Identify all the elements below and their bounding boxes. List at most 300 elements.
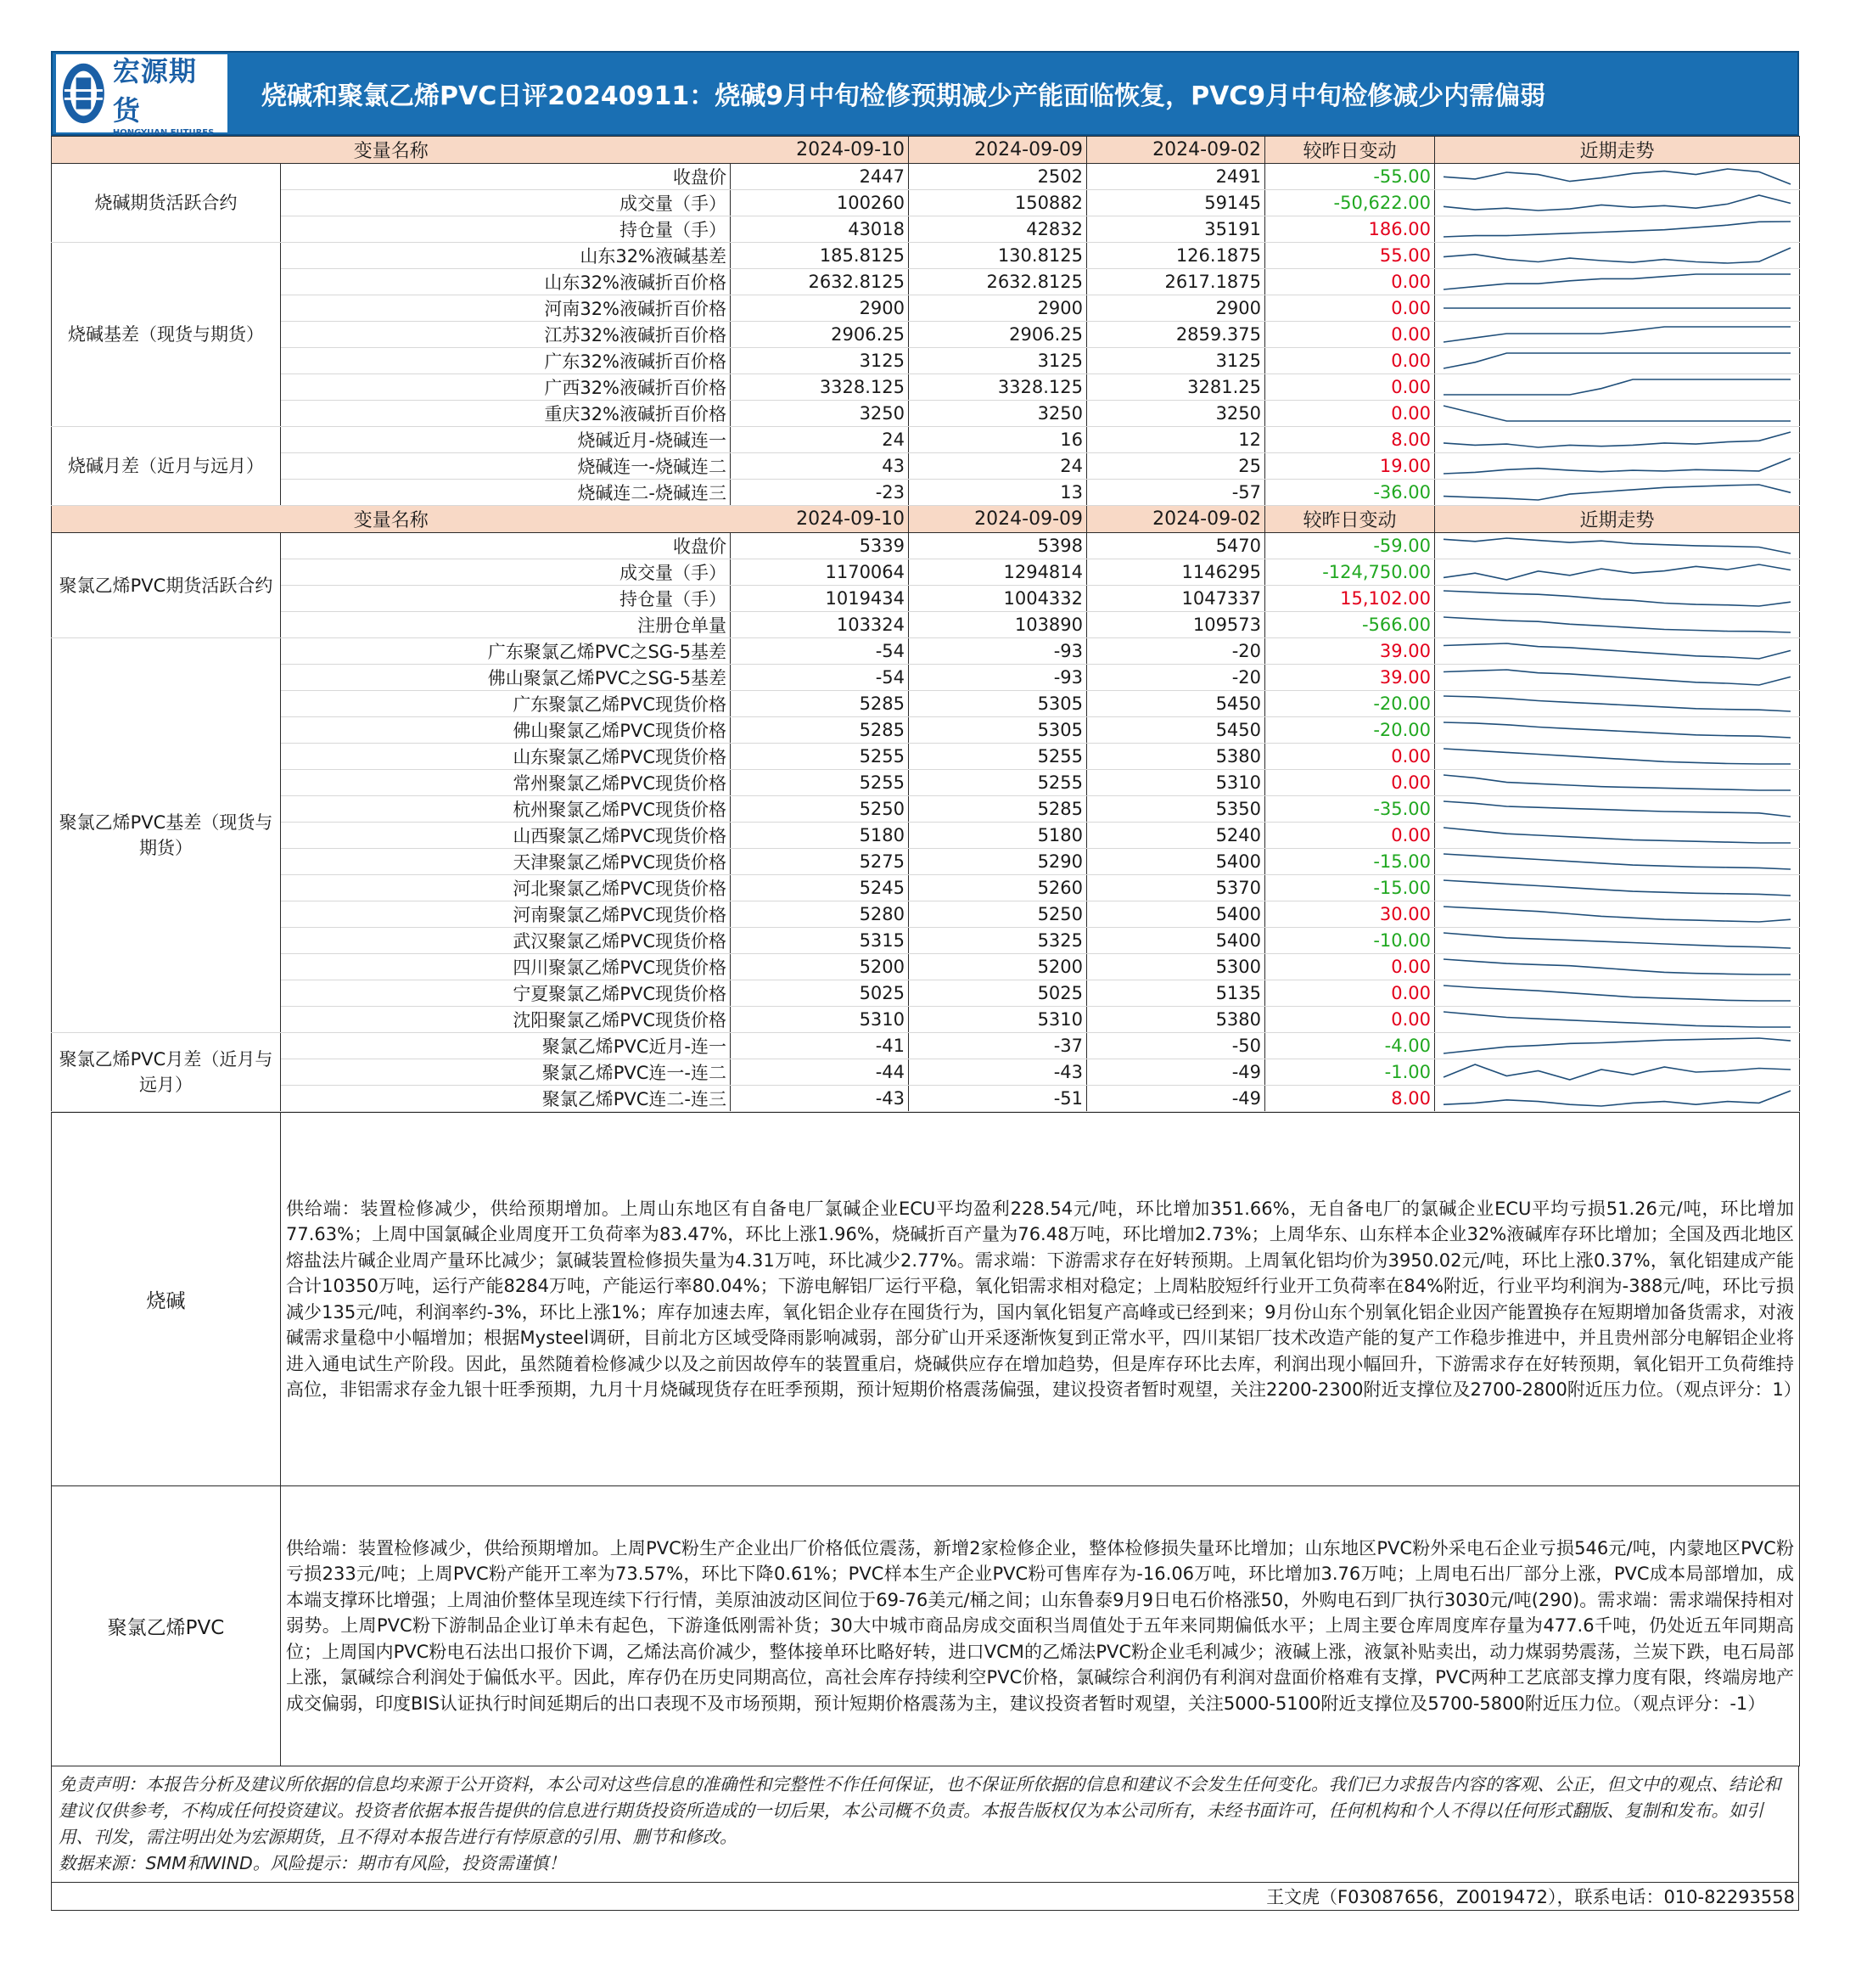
value-date1: 5200: [731, 954, 909, 980]
value-date2: 1294814: [909, 559, 1087, 586]
value-date2: 3328.125: [909, 374, 1087, 401]
value-date3: 2617.1875: [1087, 269, 1265, 295]
value-date1: 5315: [731, 928, 909, 954]
trend-cell: [1435, 954, 1800, 980]
value-date1: -54: [731, 638, 909, 665]
sparkline-chart: [1438, 218, 1796, 240]
value-date1: 2447: [731, 164, 909, 190]
table-row: [52, 190, 1800, 216]
logo-english-name: HONGYUAN FUTURES: [112, 127, 215, 138]
sparkline-line: [1444, 854, 1791, 869]
sparkline-chart: [1438, 1008, 1796, 1031]
trend-cell: [1435, 875, 1800, 901]
sparkline-chart: [1438, 851, 1796, 873]
trend-cell: [1435, 586, 1800, 612]
column-header-date3: 2024-09-02: [1087, 137, 1265, 164]
value-date3: 5240: [1087, 823, 1265, 849]
value-date2: 5310: [909, 1007, 1087, 1033]
table-row: [52, 401, 1800, 427]
value-date2: 103890: [909, 612, 1087, 638]
group-label: 烧碱基差（现货与期货）: [52, 243, 281, 427]
value-date3: 2859.375: [1087, 322, 1265, 348]
value-date2: 24: [909, 453, 1087, 480]
column-header-name: 变量名称: [52, 137, 731, 164]
daily-change: -124,750.00: [1265, 559, 1435, 586]
column-header-name: 变量名称: [52, 506, 731, 533]
value-date3: 5310: [1087, 770, 1265, 796]
trend-cell: [1435, 480, 1800, 506]
value-date3: 5370: [1087, 875, 1265, 901]
daily-change: 0.00: [1265, 269, 1435, 295]
sparkline-line: [1444, 880, 1791, 896]
variable-name: 河南32%液碱折百价格: [281, 295, 731, 322]
value-date1: 24: [731, 427, 909, 453]
value-date2: 16: [909, 427, 1087, 453]
variable-name: 杭州聚氯乙烯PVC现货价格: [281, 796, 731, 823]
sparkline-line: [1444, 432, 1791, 447]
sparkline-line: [1444, 327, 1791, 342]
column-header-trend: 近期走势: [1435, 506, 1800, 533]
sparkline-chart: [1438, 824, 1796, 846]
sparkline-chart: [1438, 271, 1796, 293]
sparkline-chart: [1438, 614, 1796, 636]
sparkline-chart: [1438, 323, 1796, 345]
trend-cell: [1435, 453, 1800, 480]
value-date2: 5290: [909, 849, 1087, 875]
commentary-label: 烧碱: [52, 1113, 281, 1486]
sparkline-line: [1444, 670, 1791, 685]
sparkline-chart: [1438, 402, 1796, 424]
table-row: [52, 849, 1800, 875]
value-date1: -44: [731, 1059, 909, 1086]
value-date3: 5400: [1087, 928, 1265, 954]
sparkline-chart: [1438, 1035, 1796, 1057]
daily-change: -59.00: [1265, 533, 1435, 559]
daily-change: -566.00: [1265, 612, 1435, 638]
value-date1: 43: [731, 453, 909, 480]
variable-name: 天津聚氯乙烯PVC现货价格: [281, 849, 731, 875]
value-date3: 5380: [1087, 744, 1265, 770]
value-date3: 5350: [1087, 796, 1265, 823]
table-row: [52, 1086, 1800, 1112]
commentary-text: 供给端：装置检修减少，供给预期增加。上周PVC粉生产企业出厂价格低位震荡，新增2家检修企业，整体检修损失量环比增加；山东地区PVC粉外采电石企业亏损546元/吨，内蒙地区PVC粉亏损233元/吨；上周PVC粉产能开工率为73.57%，环比下降0.61%；PVC样本生产企业PVC粉可售库存为-16.06万吨，环比增加3.76万吨；上周电石出厂部分上涨，PVC成本局部增加，成本端支撑环比增强；上周油价整体呈现连续下行行情，美原油波动区间位于69-76美元/桶之间；山东鲁泰9月9日电石价格涨50，外购电石到厂执行3030元/吨(290)。需求端：需求端保持相对弱势。上周PVC粉下游制品企业订单未有起色，下游逢低刚需补货；30大中城市商品房成交面积当周值处于五年来同期偏低水平；上周主要仓库周度库存量为477.6千吨，仍处近五年同期高位；上周国内PVC粉电石法出口报价下调，乙烯法高价减少，整体接单环比略好转，进口VCM的乙烯法PVC粉企业毛利减少；液碱上涨，液氯补贴卖出，动力煤弱势震荡，兰炭下跌，电石局部上涨，氯碱综合利润处于偏低水平。因此，库存仍在历史同期高位，高社会库存持续利空PVC价格，氯碱综合利润仍有利润对盘面价格难有支撑，PVC两种工艺底部支撑力度有限，终端房地产成交偏弱，印度BIS认证执行时间延期后的出口表现不及市场预期，预计短期价格震荡为主，建议投资者暂时观望，关注5000-5100附近支撑位及5700-5800附近压力位。（观点评分：-1）: [281, 1486, 1800, 1766]
column-header-change: 较昨日变动: [1265, 506, 1435, 533]
sparkline-chart: [1438, 640, 1796, 662]
value-date3: 109573: [1087, 612, 1265, 638]
daily-change: 0.00: [1265, 954, 1435, 980]
variable-name: 广西32%液碱折百价格: [281, 374, 731, 401]
sparkline-chart: [1438, 1087, 1796, 1109]
sparkline-chart: [1438, 719, 1796, 741]
column-header-date1: 2024-09-10: [731, 506, 909, 533]
table-row: [52, 453, 1800, 480]
sparkline-chart: [1438, 481, 1796, 503]
trend-cell: [1435, 374, 1800, 401]
value-date2: 5285: [909, 796, 1087, 823]
trend-cell: [1435, 1059, 1800, 1086]
table-row: [52, 691, 1800, 717]
trend-cell: [1435, 401, 1800, 427]
trend-cell: [1435, 612, 1800, 638]
trend-cell: [1435, 1086, 1800, 1112]
daily-change: 0.00: [1265, 295, 1435, 322]
value-date3: 5450: [1087, 691, 1265, 717]
trend-cell: [1435, 295, 1800, 322]
daily-change: -1.00: [1265, 1059, 1435, 1086]
value-date1: -43: [731, 1086, 909, 1112]
value-date2: 2502: [909, 164, 1087, 190]
sparkline-chart: [1438, 693, 1796, 715]
table-row: [52, 638, 1800, 665]
variable-name: 烧碱连一-烧碱连二: [281, 453, 731, 480]
table-row: [52, 295, 1800, 322]
group-label: 烧碱期货活跃合约: [52, 164, 281, 243]
value-date3: 2491: [1087, 164, 1265, 190]
value-date3: 126.1875: [1087, 243, 1265, 269]
logo-mark-icon: [61, 60, 106, 126]
value-date3: 3250: [1087, 401, 1265, 427]
value-date1: 1019434: [731, 586, 909, 612]
commentary-row-pvc: [52, 1486, 1800, 1766]
value-date2: 5250: [909, 901, 1087, 928]
sparkline-line: [1444, 353, 1791, 368]
value-date2: 5305: [909, 717, 1087, 744]
trend-cell: [1435, 638, 1800, 665]
data-source-note: 数据来源：SMM和WIND。风险提示：期市有风险，投资需谨慎！: [59, 1853, 566, 1873]
table-row: [52, 770, 1800, 796]
value-date1: 185.8125: [731, 243, 909, 269]
column-header-date1: 2024-09-10: [731, 137, 909, 164]
column-header-trend: 近期走势: [1435, 137, 1800, 164]
sparkline-line: [1444, 458, 1791, 474]
value-date2: 5325: [909, 928, 1087, 954]
value-date3: -49: [1087, 1086, 1265, 1112]
daily-change: -20.00: [1265, 717, 1435, 744]
variable-name: 成交量（手）: [281, 190, 731, 216]
trend-cell: [1435, 770, 1800, 796]
trend-cell: [1435, 1007, 1800, 1033]
value-date3: 35191: [1087, 216, 1265, 243]
value-date1: 5280: [731, 901, 909, 928]
trend-cell: [1435, 348, 1800, 374]
daily-change: 0.00: [1265, 980, 1435, 1007]
column-header-row: [52, 506, 1800, 533]
value-date2: 2900: [909, 295, 1087, 322]
sparkline-line: [1444, 986, 1791, 1001]
sparkline-chart: [1438, 903, 1796, 925]
sparkline-line: [1444, 643, 1791, 659]
daily-change: -10.00: [1265, 928, 1435, 954]
value-date2: 2632.8125: [909, 269, 1087, 295]
variable-name: 沈阳聚氯乙烯PVC现货价格: [281, 1007, 731, 1033]
variable-name: 江苏32%液碱折百价格: [281, 322, 731, 348]
sparkline-chart: [1438, 561, 1796, 583]
trend-cell: [1435, 901, 1800, 928]
value-date2: 3125: [909, 348, 1087, 374]
value-date2: 13: [909, 480, 1087, 506]
trend-cell: [1435, 322, 1800, 348]
table-row: [52, 559, 1800, 586]
daily-change: -35.00: [1265, 796, 1435, 823]
table-row: [52, 348, 1800, 374]
variable-name: 宁夏聚氯乙烯PVC现货价格: [281, 980, 731, 1007]
column-header-change: 较昨日变动: [1265, 137, 1435, 164]
daily-change: -4.00: [1265, 1033, 1435, 1059]
variable-name: 成交量（手）: [281, 559, 731, 586]
group-label: 聚氯乙烯PVC月差（近月与远月）: [52, 1033, 281, 1112]
value-date3: 12: [1087, 427, 1265, 453]
trend-cell: [1435, 559, 1800, 586]
variable-name: 聚氯乙烯PVC近月-连一: [281, 1033, 731, 1059]
sparkline-line: [1444, 1038, 1791, 1053]
value-date3: 59145: [1087, 190, 1265, 216]
daily-change: -15.00: [1265, 875, 1435, 901]
indicator-table: [51, 136, 1800, 1112]
commentary-table: [51, 1112, 1800, 1766]
sparkline-line: [1444, 406, 1791, 421]
value-date3: 5470: [1087, 533, 1265, 559]
daily-change: 0.00: [1265, 1007, 1435, 1033]
sparkline-chart: [1438, 376, 1796, 398]
trend-cell: [1435, 849, 1800, 875]
trend-cell: [1435, 665, 1800, 691]
daily-change: -55.00: [1265, 164, 1435, 190]
variable-name: 烧碱近月-烧碱连一: [281, 427, 731, 453]
value-date2: 5255: [909, 770, 1087, 796]
group-label: 聚氯乙烯PVC期货活跃合约: [52, 533, 281, 638]
trend-cell: [1435, 980, 1800, 1007]
value-date2: 3250: [909, 401, 1087, 427]
value-date1: 5025: [731, 980, 909, 1007]
value-date2: 5255: [909, 744, 1087, 770]
variable-name: 聚氯乙烯PVC连二-连三: [281, 1086, 731, 1112]
table-row: [52, 717, 1800, 744]
report-sheet: [51, 51, 1802, 1911]
table-row: [52, 796, 1800, 823]
table-row: [52, 243, 1800, 269]
variable-name: 注册仓单量: [281, 612, 731, 638]
daily-change: -20.00: [1265, 691, 1435, 717]
column-header-date2: 2024-09-09: [909, 137, 1087, 164]
table-row: [52, 901, 1800, 928]
sparkline-chart: [1438, 244, 1796, 267]
daily-change: 0.00: [1265, 744, 1435, 770]
table-row: [52, 665, 1800, 691]
variable-name: 常州聚氯乙烯PVC现货价格: [281, 770, 731, 796]
table-row: [52, 744, 1800, 770]
value-date1: 100260: [731, 190, 909, 216]
value-date2: 5260: [909, 875, 1087, 901]
daily-change: -36.00: [1265, 480, 1435, 506]
daily-change: 0.00: [1265, 770, 1435, 796]
sparkline-line: [1444, 696, 1791, 711]
trend-cell: [1435, 243, 1800, 269]
value-date3: -20: [1087, 638, 1265, 665]
value-date1: -41: [731, 1033, 909, 1059]
variable-name: 山东32%液碱折百价格: [281, 269, 731, 295]
value-date3: 5400: [1087, 849, 1265, 875]
trend-cell: [1435, 1033, 1800, 1059]
author-contact: 王文虎（F03087656，Z0019472），联系电话：010-82293558: [51, 1882, 1799, 1911]
value-date3: 5380: [1087, 1007, 1265, 1033]
sparkline-chart: [1438, 587, 1796, 609]
sparkline-line: [1444, 801, 1791, 817]
trend-cell: [1435, 928, 1800, 954]
column-header-date3: 2024-09-02: [1087, 506, 1265, 533]
sparkline-chart: [1438, 982, 1796, 1004]
trend-cell: [1435, 717, 1800, 744]
trend-cell: [1435, 216, 1800, 243]
value-date1: 3250: [731, 401, 909, 427]
daily-change: 0.00: [1265, 374, 1435, 401]
table-row: [52, 928, 1800, 954]
table-row: [52, 269, 1800, 295]
variable-name: 四川聚氯乙烯PVC现货价格: [281, 954, 731, 980]
value-date3: 1146295: [1087, 559, 1265, 586]
logo-chinese-name: 宏源期货: [112, 54, 197, 126]
table-row: [52, 216, 1800, 243]
sparkline-line: [1444, 959, 1791, 974]
sparkline-chart: [1438, 455, 1796, 477]
sparkline-chart: [1438, 166, 1796, 188]
table-row: [52, 612, 1800, 638]
value-date2: -37: [909, 1033, 1087, 1059]
table-row: [52, 1033, 1800, 1059]
table-row: [52, 954, 1800, 980]
value-date1: 5250: [731, 796, 909, 823]
sparkline-line: [1444, 1012, 1791, 1027]
group-label: 烧碱月差（近月与远月）: [52, 427, 281, 506]
table-row: [52, 1007, 1800, 1033]
sparkline-line: [1444, 907, 1791, 922]
variable-name: 广东32%液碱折百价格: [281, 348, 731, 374]
sparkline-chart: [1438, 350, 1796, 372]
value-date3: 3125: [1087, 348, 1265, 374]
sparkline-line: [1444, 564, 1791, 580]
daily-change: -50,622.00: [1265, 190, 1435, 216]
table-row: [52, 374, 1800, 401]
variable-name: 武汉聚氯乙烯PVC现货价格: [281, 928, 731, 954]
daily-change: 0.00: [1265, 322, 1435, 348]
sparkline-line: [1444, 169, 1791, 184]
sparkline-line: [1444, 749, 1791, 764]
value-date2: 130.8125: [909, 243, 1087, 269]
variable-name: 河北聚氯乙烯PVC现货价格: [281, 875, 731, 901]
value-date2: -93: [909, 665, 1087, 691]
report-title: 烧碱和聚氯乙烯PVC日评20240911：烧碱9月中旬检修预期减少产能面临恢复，PVC9月中旬检修减少内需偏弱: [261, 81, 1546, 111]
sparkline-chart: [1438, 666, 1796, 688]
variable-name: 山西聚氯乙烯PVC现货价格: [281, 823, 731, 849]
daily-change: 8.00: [1265, 1086, 1435, 1112]
value-date1: 5339: [731, 533, 909, 559]
variable-name: 广东聚氯乙烯PVC现货价格: [281, 691, 731, 717]
value-date1: 103324: [731, 612, 909, 638]
value-date3: -50: [1087, 1033, 1265, 1059]
value-date1: 5285: [731, 691, 909, 717]
sparkline-line: [1444, 828, 1791, 843]
table-row: [52, 980, 1800, 1007]
value-date3: 5135: [1087, 980, 1265, 1007]
value-date1: 5255: [731, 770, 909, 796]
sparkline-chart: [1438, 192, 1796, 214]
sparkline-line: [1444, 485, 1791, 500]
variable-name: 山东聚氯乙烯PVC现货价格: [281, 744, 731, 770]
value-date1: 5180: [731, 823, 909, 849]
daily-change: 0.00: [1265, 401, 1435, 427]
trend-cell: [1435, 164, 1800, 190]
disclaimer-text: 免责声明：本报告分析及建议所依据的信息均来源于公开资料，本公司对这些信息的准确性和完整性不作任何保证，也不保证所依据的信息和建议不会发生任何变化。我们已力求报告内容的客观、公正，但文中的观点、结论和建议仅供参考，不构成任何投资建议。投资者依据本报告提供的信息进行期货投资所造成的一切后果，本公司概不负责。本报告版权仅为本公司所有，未经书面许可，任何机构和个人不得以任何形式翻版、复制和发布。如引用、刊发，需注明出处为宏源期货，且不得对本报告进行有悖原意的引用、删节和修改。: [59, 1774, 1781, 1847]
value-date1: 5310: [731, 1007, 909, 1033]
sparkline-chart: [1438, 877, 1796, 899]
report-header: [51, 51, 1799, 136]
sparkline-line: [1444, 933, 1791, 948]
variable-name: 持仓量（手）: [281, 586, 731, 612]
variable-name: 广东聚氯乙烯PVC之SG-5基差: [281, 638, 731, 665]
sparkline-line: [1444, 591, 1791, 606]
value-date3: 5300: [1087, 954, 1265, 980]
sparkline-line: [1444, 1064, 1791, 1080]
sparkline-chart: [1438, 798, 1796, 820]
daily-change: 30.00: [1265, 901, 1435, 928]
value-date2: -93: [909, 638, 1087, 665]
variable-name: 聚氯乙烯PVC连一-连二: [281, 1059, 731, 1086]
value-date3: -20: [1087, 665, 1265, 691]
daily-change: 186.00: [1265, 216, 1435, 243]
value-date1: 3328.125: [731, 374, 909, 401]
sparkline-chart: [1438, 772, 1796, 794]
value-date3: -57: [1087, 480, 1265, 506]
sparkline-line: [1444, 195, 1791, 211]
value-date3: 2900: [1087, 295, 1265, 322]
table-row: [52, 533, 1800, 559]
table-row: [52, 322, 1800, 348]
variable-name: 佛山聚氯乙烯PVC之SG-5基差: [281, 665, 731, 691]
daily-change: 15,102.00: [1265, 586, 1435, 612]
daily-change: 8.00: [1265, 427, 1435, 453]
column-header-date2: 2024-09-09: [909, 506, 1087, 533]
sparkline-chart: [1438, 745, 1796, 767]
value-date2: 42832: [909, 216, 1087, 243]
trend-cell: [1435, 691, 1800, 717]
sparkline-line: [1444, 617, 1791, 632]
value-date3: 5400: [1087, 901, 1265, 928]
value-date2: 5180: [909, 823, 1087, 849]
variable-name: 烧碱连二-烧碱连三: [281, 480, 731, 506]
column-header-row: [52, 137, 1800, 164]
sparkline-chart: [1438, 929, 1796, 952]
value-date2: 5398: [909, 533, 1087, 559]
variable-name: 收盘价: [281, 533, 731, 559]
table-row: [52, 823, 1800, 849]
sparkline-chart: [1438, 535, 1796, 557]
table-row: [52, 164, 1800, 190]
value-date3: -49: [1087, 1059, 1265, 1086]
daily-change: 39.00: [1265, 665, 1435, 691]
daily-change: 19.00: [1265, 453, 1435, 480]
disclaimer: [51, 1766, 1799, 1882]
value-date1: -54: [731, 665, 909, 691]
sparkline-line: [1444, 274, 1791, 289]
value-date1: 43018: [731, 216, 909, 243]
value-date1: 5285: [731, 717, 909, 744]
sparkline-line: [1444, 1091, 1791, 1106]
trend-cell: [1435, 796, 1800, 823]
variable-name: 佛山聚氯乙烯PVC现货价格: [281, 717, 731, 744]
sparkline-line: [1444, 222, 1791, 237]
variable-name: 收盘价: [281, 164, 731, 190]
daily-change: 0.00: [1265, 823, 1435, 849]
value-date1: -23: [731, 480, 909, 506]
